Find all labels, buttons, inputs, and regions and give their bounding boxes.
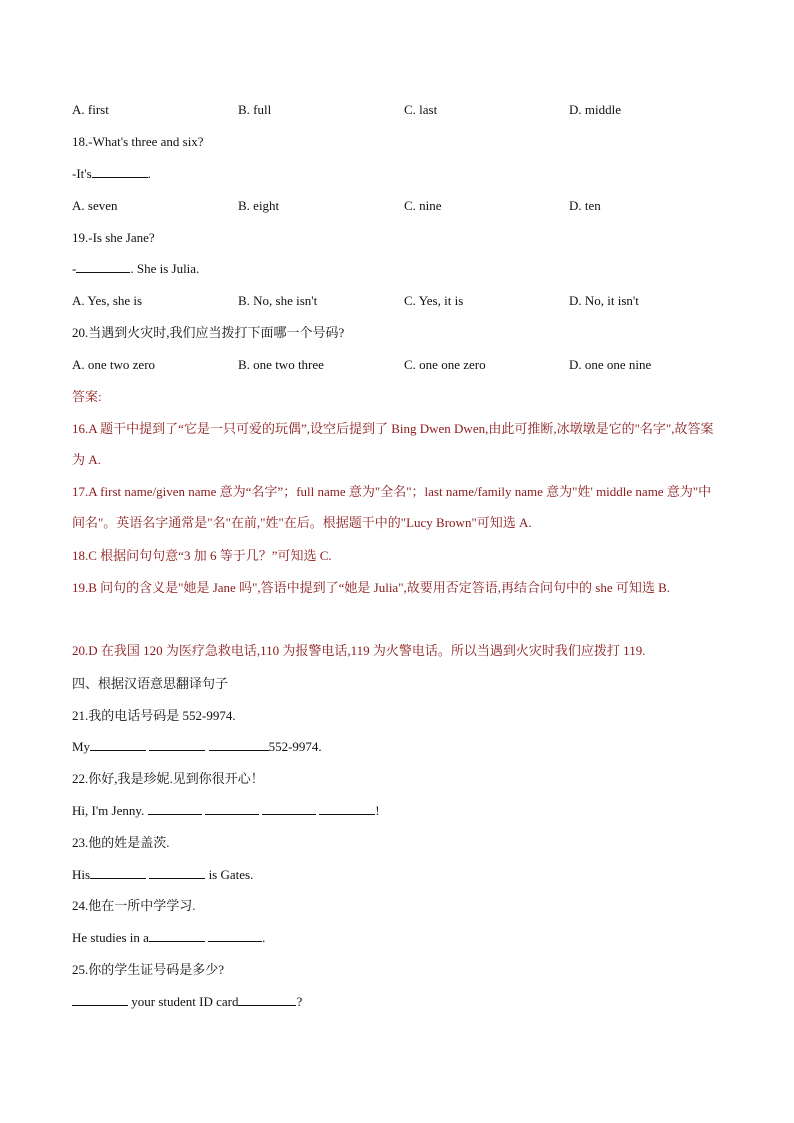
- q23-answer-line: [72, 866, 253, 884]
- q19-answer-line: [72, 260, 199, 278]
- q21-prefix: My: [72, 739, 91, 754]
- q20-options: [72, 356, 732, 374]
- explanation-18: 18.C 根据问句句意“3 加 6 等于几？”可知选 C.: [72, 548, 332, 563]
- explanation-16: 16.A 题干中提到了“它是一只可爱的玩偶”,设空后提到了 Bing Dwen Dwen,由此可推断,冰墩墩是它的"名字",故答案为 A.: [72, 421, 714, 467]
- q17-options: [72, 101, 732, 119]
- q17-option-b: B. full: [238, 102, 272, 117]
- q23-chinese: 23.他的姓是盖茨.: [72, 835, 170, 850]
- q23-blank-2[interactable]: [149, 866, 205, 879]
- q21-chinese: 21.我的电话号码是 552-9974.: [72, 708, 236, 723]
- explanation-20: 20.D 在我国 120 为医疗急救电话,110 为报警电话,119 为火警电话。所以当遇到火灾时我们应拨打 119.: [72, 643, 646, 658]
- q24-chinese: 24.他在一所中学学习.: [72, 898, 196, 913]
- q23-prefix: His: [72, 867, 91, 882]
- q21-blank-1[interactable]: [90, 738, 146, 751]
- q25-blank-2[interactable]: [238, 993, 296, 1006]
- q18-answer-line: [72, 165, 151, 183]
- q22-answer-line: [72, 802, 380, 820]
- q25-blank-1[interactable]: [72, 993, 128, 1006]
- explanation-17: 17.A first name/given name 意为“名字”；full name 意为"全名"；last name/family name 意为"姓' middle name 意为"中间名"。英语名字通常是"名"在前,"姓"在后。根据题干中的"Lucy Brown"可知选 A.: [72, 484, 712, 530]
- q20-option-a: A. one two zero: [72, 357, 156, 372]
- section4-title: 四、根据汉语意思翻译句子: [72, 676, 229, 691]
- q19-answer-prefix: -: [72, 261, 77, 276]
- q17-option-d: D. middle: [569, 102, 621, 117]
- q22-suffix: !: [375, 803, 380, 818]
- q20-option-d: D. one one nine: [569, 357, 652, 372]
- q22-blank-4[interactable]: [319, 802, 375, 815]
- q21-blank-2[interactable]: [149, 738, 205, 751]
- q19-blank[interactable]: [76, 260, 130, 273]
- q22-blank-1[interactable]: [148, 802, 202, 815]
- q25-middle: your student ID card: [128, 994, 239, 1009]
- q17-option-c: C. last: [404, 102, 438, 117]
- q18-option-b: B. eight: [238, 198, 280, 213]
- q19-option-c: C. Yes, it is: [404, 293, 464, 308]
- q25-suffix: ?: [296, 994, 303, 1009]
- q20-option-c: C. one one zero: [404, 357, 486, 372]
- q22-chinese: 22.你好,我是珍妮.见到你很开心！: [72, 771, 264, 786]
- q18-answer-prefix: -It's: [72, 166, 92, 181]
- q25-chinese: 25.你的学生证号码是多少?: [72, 962, 225, 977]
- q18-option-c: C. nine: [404, 198, 442, 213]
- q24-answer-line: [72, 929, 265, 947]
- q20-question: 20.当遇到火灾时,我们应当拨打下面哪一个号码?: [72, 325, 345, 340]
- q19-option-d: D. No, it isn't: [569, 293, 639, 308]
- q18-answer-suffix: .: [147, 166, 151, 181]
- q22-prefix: Hi, I'm Jenny.: [72, 803, 148, 818]
- q21-answer-line: [72, 738, 322, 756]
- q24-blank-1[interactable]: [149, 929, 205, 942]
- explanation-19: 19.B 问句的含义是"她是 Jane 吗",答语中提到了“她是 Julia",故要用否定答语,再结合问句中的 she 可知选 B.: [72, 580, 671, 595]
- q18-question: 18.-What's three and six?: [72, 134, 204, 149]
- q19-option-a: A. Yes, she is: [72, 293, 143, 308]
- q22-blank-3[interactable]: [262, 802, 316, 815]
- q23-suffix: is Gates.: [205, 867, 254, 882]
- q19-option-b: B. No, she isn't: [238, 293, 318, 308]
- q18-blank[interactable]: [92, 165, 148, 178]
- q25-answer-line: [72, 993, 302, 1011]
- q21-blank-3[interactable]: [209, 738, 269, 751]
- q22-blank-2[interactable]: [205, 802, 259, 815]
- q18-options: [72, 197, 732, 215]
- q19-answer-suffix: . She is Julia.: [130, 261, 200, 276]
- q24-blank-2[interactable]: [208, 929, 262, 942]
- q19-options: [72, 292, 732, 310]
- answers-label: 答案:: [72, 389, 102, 404]
- q17-option-a: A. first: [72, 102, 109, 117]
- q24-prefix: He studies in a: [72, 930, 149, 945]
- q20-option-b: B. one two three: [238, 357, 324, 372]
- q24-suffix: .: [262, 930, 266, 945]
- q19-question: 19.-Is she Jane?: [72, 230, 155, 245]
- q23-blank-1[interactable]: [90, 866, 146, 879]
- q18-option-a: A. seven: [72, 198, 118, 213]
- q18-option-d: D. ten: [569, 198, 601, 213]
- q21-suffix: 552-9974.: [268, 739, 322, 754]
